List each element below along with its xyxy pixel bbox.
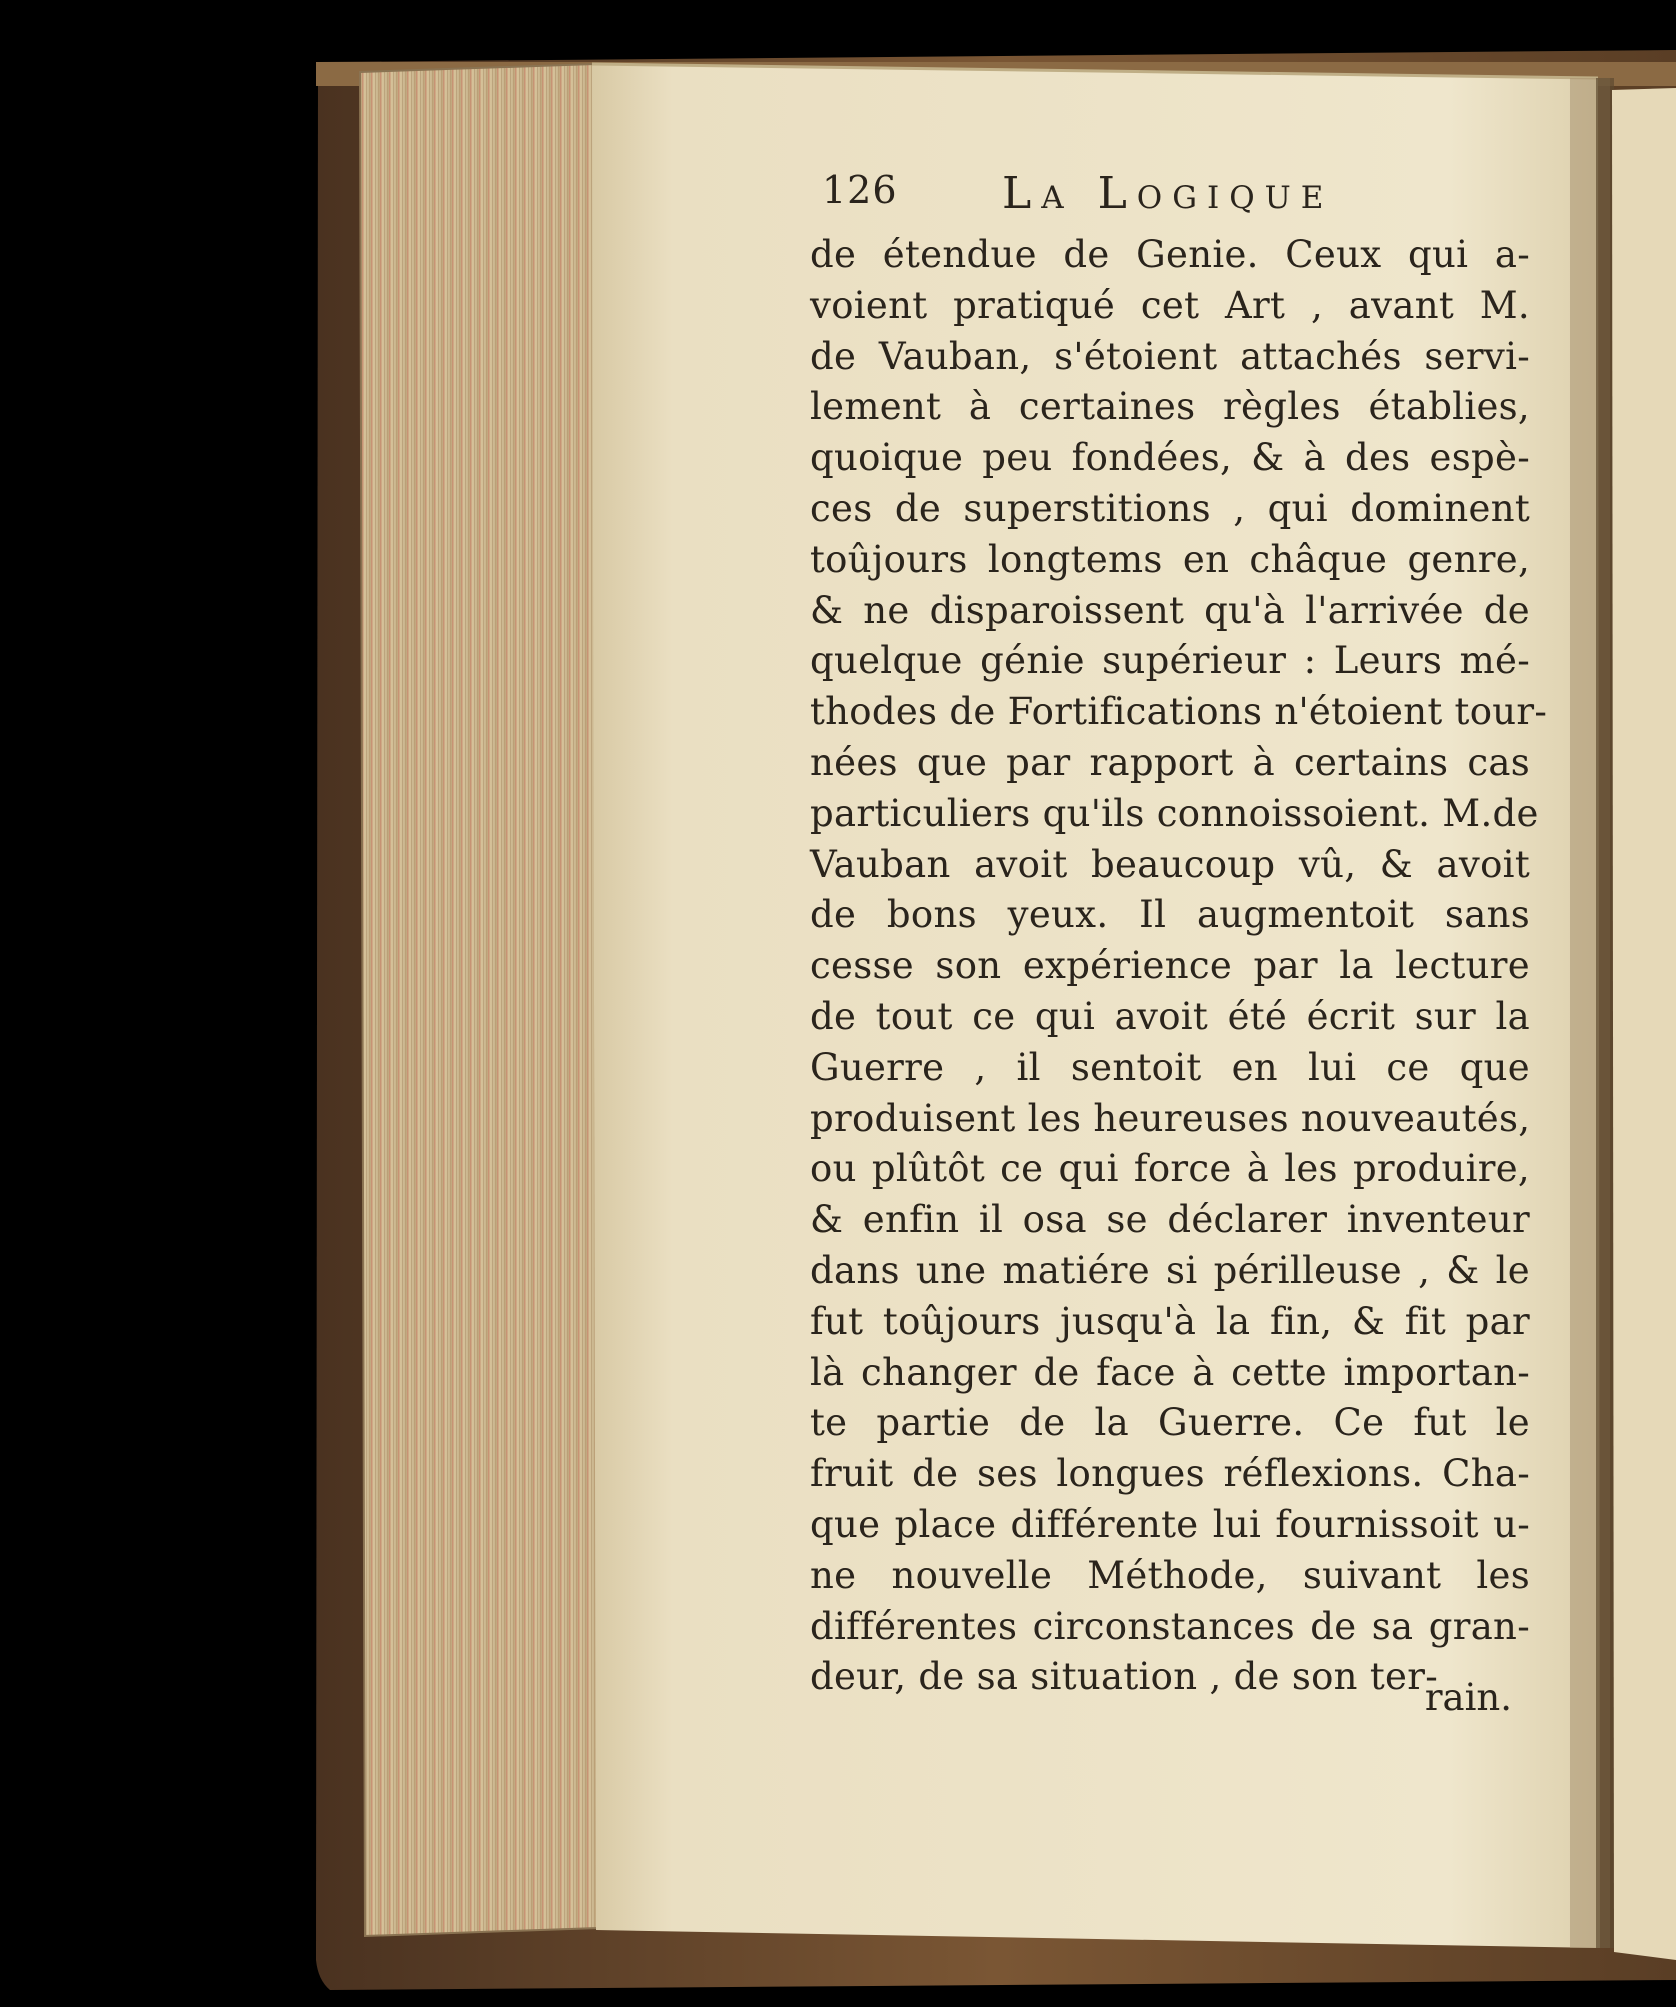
text-line: dans une matiére si périlleuse , & le [810,1248,1530,1292]
text-line: voient pratiqué cet Art , avant M. [810,283,1530,327]
text-line: particuliers qu'ils connoissoient. M.de [810,791,1539,835]
text-line: te partie de la Guerre. Ce fut le [810,1401,1530,1445]
text-line: de étendue de Genie. Ceux qui a- [810,233,1530,276]
text-line: quoique peu fondées, & à des espè- [810,436,1530,480]
text-line: thodes de Fortifications n'étoient tour- [810,690,1548,734]
text-line: ne nouvelle Méthode, suivant les [810,1553,1530,1597]
text-line: lement à certaines règles établies, [810,385,1530,429]
text-line: cesse son expérience par la lecture [810,944,1530,988]
text-line: fruit de ses longues réflexions. Cha- [810,1452,1530,1496]
page-header [810,168,1530,230]
text-line: ces de superstitions , qui dominent [810,486,1530,530]
text-line: nées que par rapport à certains cas [810,740,1530,784]
text-line: & ne disparoissent qu'à l'arrivée de [810,588,1530,632]
text-line: fut toûjours jusqu'à la fin, & fit par [810,1299,1530,1343]
body-text [810,230,1548,1703]
text-line: de tout ce qui avoit été écrit sur la [810,994,1530,1038]
text-line: deur, de sa situation , de son ter- [810,1655,1439,1699]
text-line: de Vauban, s'étoient attachés servi- [810,334,1530,378]
page-text [810,168,1548,1719]
text-line: ou plûtôt ce qui force à les produire, [810,1147,1530,1191]
text-line: Guerre , il sentoit en lui ce que [810,1045,1530,1089]
text-line: & enfin il osa se déclarer inventeur [810,1198,1530,1242]
running-title: La Logique [1002,168,1334,219]
text-line: produisent les heureuses nouveautés, [810,1096,1531,1140]
text-line: toûjours longtems en châque genre, [810,537,1530,581]
text-line: différentes circonstances de sa gran- [810,1604,1530,1648]
text-line: que place différente lui fournissoit u- [810,1502,1530,1546]
text-line: de bons yeux. Il augmentoit sans [810,893,1530,937]
right-page [1612,88,1676,1960]
page-number: 126 [822,168,898,212]
text-line: Vauban avoit beaucoup vû, & avoit [810,842,1530,886]
gutter-shadow [1570,78,1614,1948]
catchword: rain. [1424,1676,1512,1719]
text-line: quelque génie supérieur : Leurs mé- [810,639,1530,683]
text-line: là changer de face à cette importan- [810,1350,1530,1394]
page-fore-edge [360,64,598,1936]
